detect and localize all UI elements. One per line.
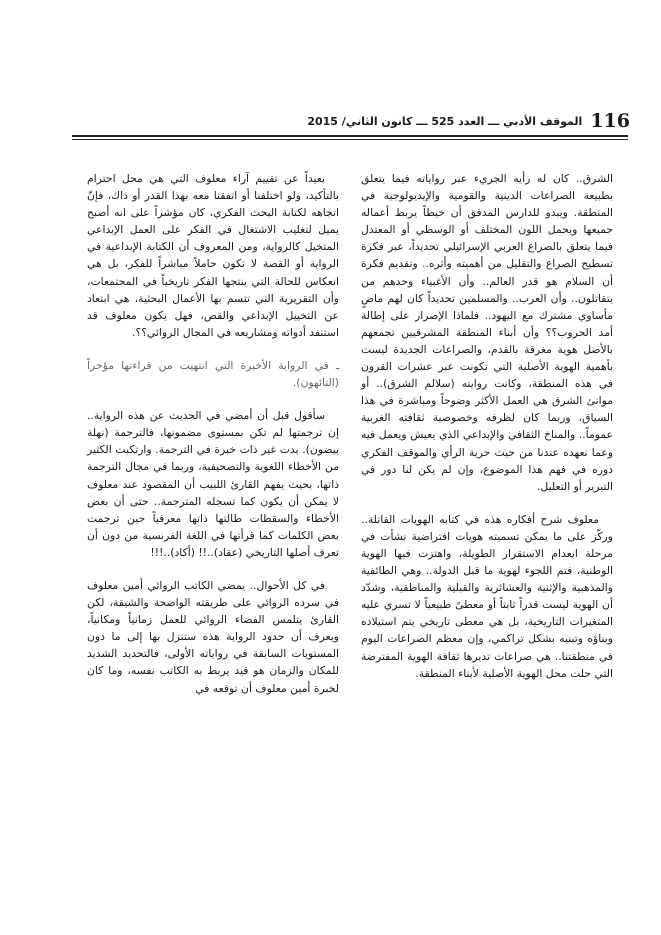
paragraph: معلوف شرح أفكاره هذه في كتابه الهويات القاتلة.. وركّز على ما يمكن تسميته هويات افتراضية نشأت في مرحلة انعدام الاستقرار الطويلة، واهتزت فيها الهوية الوطنية، فتم اللجوء لهوية ما قبل الدولة.. وهي الطائفية والمذهبية والإثنية والعشائرية والقبلية والمناطقية، وشدّد أن الهوية ليست قدراً ثابتاً أو معطىً طبيعياً لا تسري عليه المتغيرات التاريخية، بل هي معطى تاريخي يتم استيلاده وبناؤه وتبنيه بشكل تراكمي، وإن معظم الصراعات اليوم في منطقتنا.. هي صراعات تديرها ثقافة الهوية المفترضة التي حلت محل الهوية الأصلية لأبناء المنطقة. xyxy=(361,512,613,680)
paragraph: الشرق.. كان له رأيه الجريء عبر رواياته فيما يتعلق بطبيعة الصراعات الدينية والقومية والإيديولوجية في المنطقة. ويبدو للدارس المدقق أن خيطاً يربط أعماله جميعها ويحمل اللون المختلف أو الوسطي أو المعتدل فيما يتعلق بالصراع العربي الإسرائيلي تحديداً، عبر فكرة تسطيح الصراع والتقليل من أهميته وأثره.. وتقديم فكرة أن السلام هو قدر العالم.. وأن الأغبياء وحدهم من يتقاتلون.. وأن العرب.. والمسلمين تحديداً كان لهم ماضٍ مأساوي مشترك مع اليهود.. فلماذا الإصرار على إطالة أمد الحروب؟؟ وأن أبناء المنطقة المشرقيين تجمعهم بالأصل هوية مغرقة بالقدم، والصراعات الجديدة ليست بأهمية الهوية الأصلية التي تكونت عبر عشرات القرون في هذه المنطقة، وكانت روايته (سلالم الشرق).. أو موانئ الشرق هي العمل الأكثر وضوحاً ومباشرة في هذا السياق، وربما كان لظرفه وخصوصية ثقافته الغربية عموماً.. والمناخ الثقافي والإبداعي الذي يعيش ويعمل فيه وعما نعهده عندنا من حيث حرية الرأي والموقف الفكري دوره في فهم هذا الموضوع، وإن لم يكن لنا دور في التبرير أو التعليل. xyxy=(361,172,613,493)
page-header xyxy=(307,108,630,134)
column-right xyxy=(361,170,613,682)
running-head: الموقف الأدبي ـــ العدد 525 ـــ كانون الثاني/ 2015 xyxy=(307,114,583,128)
column-left xyxy=(87,170,339,697)
header-rule-thin xyxy=(72,139,628,140)
question-heading: ـ في الرواية الأخيرة التي انتهيت من قراءتها مؤخراً (التائهون). xyxy=(87,358,339,390)
paragraph: في كل الأحوال.. يمضي الكاتب الروائي أمين معلوف في سرده الروائي على طريقته الواضحة والشيقة، لكن القارئ يتلمس الفضاء الروائي للعمل زمانياً ومكانياً، ويعرف أن حدود الرواية هذه ستنزل بها إلى ما دون المستويات السابقة في رواياته الأولى، فالتحديد الشديد للمكان والزمان هو قيد يربط به الكاتب نفسه، وما كان لخبرة أمين معلوف أن توقعه في xyxy=(87,578,339,695)
page-number: 116 xyxy=(590,110,630,132)
paragraph: سأقول قبل أن أمضي في الحديث عن هذه الرواية.. إن ترجمتها لم تكن بمستوى مضمونها، فالترجمة (نهلة بيضون). بدت غير ذات خبرة في الترجمة. وارتكبت الكثير من الأخطاء اللغوية والتصحيفية، وربما في مجال الترجمة ذاتها، بحيث يفهم القارئ اللبيب أن المقصود عند معلوف لا يمكن أن يكون كما تسجله المترجمة.. حتى أن بعض الأخطاء والسقطات طالتها ذاتها معرفياً حين ترجمت بعض الكلمات كما قرأتها في اللغة الفرنسية من دون أن تعرف أصلها التاريخي (عقاد)..!! (أكاد)..!!! xyxy=(87,409,339,559)
paragraph: بعيداً عن تقييم آراء معلوف التي هي محل احترام بالتأكيد، ولو اختلفنا أو اتفقنا معه بهذا القدر أو ذاك، فإنّ اتجاهه لكتابة البحث الفكري، كان مؤشراً على انه أصبح يميل لتغليب الاشتغال في الفكر على العمل الإبداعي المتخيل كالرواية، ومن المعروف أن الكتابة الإبداعية في الرواية أو القصة لا تكون حاملاً مباشراً للفكر، بل هي انعكاس للحالة التي ينتجها الفكر تاريخياً في المجتمعات، وأن التقريرية التي تتسم بها الأعمال البحثية، هي ابتعاد عن التخييل الإبداعي والقص، فهل يكون معلوف قد استنفد أدواته ومشاريعه في المجال الروائي؟؟. xyxy=(87,172,339,339)
header-rule-thick xyxy=(72,135,628,137)
